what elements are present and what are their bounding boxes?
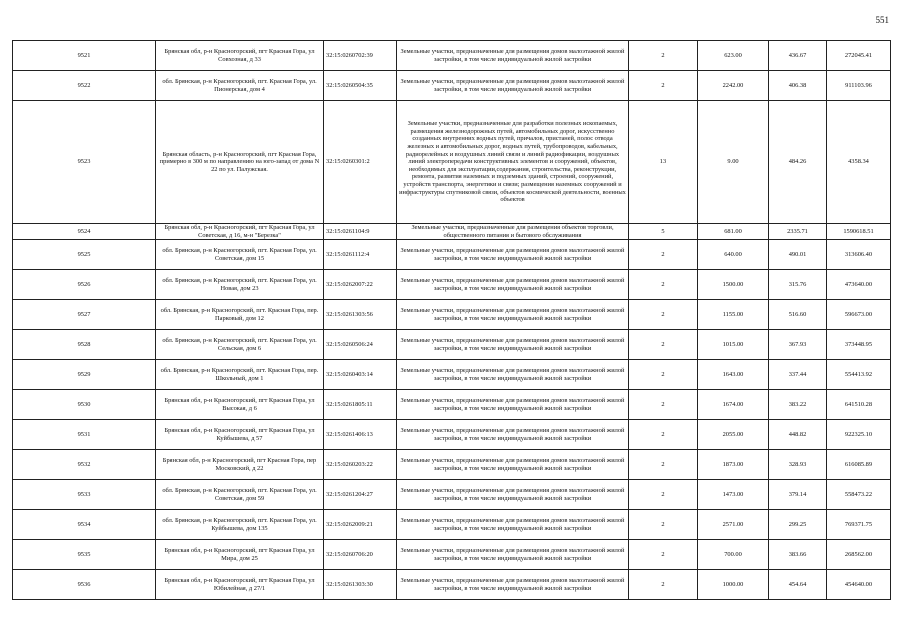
cell-unit-value: 406.38 bbox=[769, 71, 827, 101]
cell-number: 9534 bbox=[13, 510, 156, 540]
cell-number: 9535 bbox=[13, 540, 156, 570]
cell-land-use: Земельные участки, предназначенные для размещения домов малоэтажной жилой застройки, в том числе индивидуальной жилой застройки bbox=[397, 41, 629, 71]
cell-number: 9528 bbox=[13, 330, 156, 360]
cell-address: обл. Брянская, р-н Красногорский, пгт. Красная Гора, пер. Школьный, дом 1 bbox=[156, 360, 324, 390]
cell-group-code: 2 bbox=[629, 71, 698, 101]
cell-cadastral-value: 373448.95 bbox=[827, 330, 891, 360]
cell-cadastral-number: 32:15:0260506:24 bbox=[324, 330, 397, 360]
cell-land-use: Земельные участки, предназначенные для размещения домов малоэтажной жилой застройки, в том числе индивидуальной жилой застройки bbox=[397, 300, 629, 330]
table-row bbox=[13, 224, 891, 240]
cell-area: 2055.00 bbox=[698, 420, 769, 450]
table-row bbox=[13, 41, 891, 71]
cell-group-code: 2 bbox=[629, 300, 698, 330]
cell-number: 9530 bbox=[13, 390, 156, 420]
cell-land-use: Земельные участки, предназначенные для размещения домов малоэтажной жилой застройки, в том числе индивидуальной жилой застройки bbox=[397, 330, 629, 360]
cell-cadastral-value: 641510.28 bbox=[827, 390, 891, 420]
cell-land-use: Земельные участки, предназначенные для размещения домов малоэтажной жилой застройки, в том числе индивидуальной жилой застройки bbox=[397, 420, 629, 450]
cell-cadastral-number: 32:15:0260203:22 bbox=[324, 450, 397, 480]
cell-address: Брянская обл, р-н Красногорский, пгт Красная Гора, пер Московский, д 22 bbox=[156, 450, 324, 480]
cell-cadastral-value: 911103.96 bbox=[827, 71, 891, 101]
cell-cadastral-number: 32:15:0261303:56 bbox=[324, 300, 397, 330]
cell-group-code: 2 bbox=[629, 330, 698, 360]
cell-land-use: Земельные участки, предназначенные для размещения домов малоэтажной жилой застройки, в том числе индивидуальной жилой застройки bbox=[397, 450, 629, 480]
cell-cadastral-value: 473640.00 bbox=[827, 270, 891, 300]
cell-cadastral-number: 32:15:0260403:14 bbox=[324, 360, 397, 390]
cell-cadastral-number: 32:15:0260504:35 bbox=[324, 71, 397, 101]
table-row bbox=[13, 270, 891, 300]
cell-area: 1473.00 bbox=[698, 480, 769, 510]
cell-cadastral-number: 32:15:0261406:13 bbox=[324, 420, 397, 450]
cell-address: обл. Брянская, р-н Красногорский, пгт. Красная Гора, ул. Советская, дом 59 bbox=[156, 480, 324, 510]
cell-group-code: 2 bbox=[629, 420, 698, 450]
cell-cadastral-value: 616085.89 bbox=[827, 450, 891, 480]
table-row bbox=[13, 510, 891, 540]
cell-number: 9525 bbox=[13, 240, 156, 270]
cell-unit-value: 367.93 bbox=[769, 330, 827, 360]
table-row bbox=[13, 360, 891, 390]
cell-group-code: 2 bbox=[629, 360, 698, 390]
cell-address: обл. Брянская, р-н Красногорский, пгт. Красная Гора, ул. Новая, дом 23 bbox=[156, 270, 324, 300]
cell-cadastral-value: 596673.00 bbox=[827, 300, 891, 330]
table-row bbox=[13, 480, 891, 510]
cell-unit-value: 337.44 bbox=[769, 360, 827, 390]
cell-cadastral-number: 32:15:0262009:21 bbox=[324, 510, 397, 540]
cell-cadastral-number: 32:15:0260702:39 bbox=[324, 41, 397, 71]
cell-cadastral-number: 32:15:0262007:22 bbox=[324, 270, 397, 300]
page-number: 551 bbox=[875, 15, 889, 25]
cell-area: 1873.00 bbox=[698, 450, 769, 480]
cell-unit-value: 383.66 bbox=[769, 540, 827, 570]
table-row bbox=[13, 71, 891, 101]
cell-address: обл. Брянская, р-н Красногорский, пгт. Красная Гора, ул. Пионерская, дом 4 bbox=[156, 71, 324, 101]
table-row bbox=[13, 300, 891, 330]
cell-address: Брянская обл, р-н Красногорский, пгт Красная Гора, ул Советская, д 16, м-н "Березка" bbox=[156, 224, 324, 240]
cell-group-code: 2 bbox=[629, 450, 698, 480]
cell-address: Брянская обл, р-н Красногорский, пгт Красная Гора, ул Куйбышева, д 57 bbox=[156, 420, 324, 450]
cell-land-use: Земельные участки, предназначенные для размещения домов малоэтажной жилой застройки, в том числе индивидуальной жилой застройки bbox=[397, 510, 629, 540]
cell-unit-value: 454.64 bbox=[769, 570, 827, 600]
cell-cadastral-value: 769371.75 bbox=[827, 510, 891, 540]
cell-group-code: 2 bbox=[629, 390, 698, 420]
cell-group-code: 2 bbox=[629, 240, 698, 270]
table-row bbox=[13, 330, 891, 360]
cell-group-code: 5 bbox=[629, 224, 698, 240]
cell-address: обл. Брянская, р-н Красногорский, пгт. Красная Гора, ул. Сельская, дом 6 bbox=[156, 330, 324, 360]
table-row bbox=[13, 420, 891, 450]
cell-number: 9529 bbox=[13, 360, 156, 390]
register-table bbox=[12, 40, 891, 600]
cell-cadastral-value: 558473.22 bbox=[827, 480, 891, 510]
cell-area: 681.00 bbox=[698, 224, 769, 240]
cell-number: 9523 bbox=[13, 101, 156, 224]
cell-land-use: Земельные участки, предназначенные для размещения домов малоэтажной жилой застройки, в том числе индивидуальной жилой застройки bbox=[397, 360, 629, 390]
cell-group-code: 2 bbox=[629, 270, 698, 300]
cell-unit-value: 383.22 bbox=[769, 390, 827, 420]
cell-land-use: Земельные участки, предназначенные для разработки полезных ископаемых, размещения железнодорожных путей, автомобильных дорог, искусственно созданных внутренних водных путей, причалов, пристаней, полос отвода железных и автомобильных дорог, водных путей, трубопроводов, кабельных, радиорелейных и воздушных линий связи и линий радиофикации, воздушных линий электропередачи конструктивных элементов и сооружений, объектов, необходимых для эксплуатации,содержания, строительства, реконструкции, ремонта, развития наземных и подземных зданий, строений, сооружений, устройств транспорта, энергетики и связи; размещения наземных сооружений и инфраструктуры спутниковой связи, объектов космической деятельности, военных объектов bbox=[397, 101, 629, 224]
cell-cadastral-value: 922325.10 bbox=[827, 420, 891, 450]
cell-area: 1155.00 bbox=[698, 300, 769, 330]
cell-cadastral-value: 268562.00 bbox=[827, 540, 891, 570]
cell-unit-value: 436.67 bbox=[769, 41, 827, 71]
cell-unit-value: 490.01 bbox=[769, 240, 827, 270]
cell-address: Брянская обл, р-н Красногорский, пгт Красная Гора, ул Совхозная, д 33 bbox=[156, 41, 324, 71]
cell-cadastral-number: 32:15:0261303:30 bbox=[324, 570, 397, 600]
cell-group-code: 2 bbox=[629, 540, 698, 570]
cell-number: 9521 bbox=[13, 41, 156, 71]
cell-land-use: Земельные участки, предназначенные для размещения домов малоэтажной жилой застройки, в том числе индивидуальной жилой застройки bbox=[397, 570, 629, 600]
cell-group-code: 2 bbox=[629, 480, 698, 510]
cell-cadastral-value: 4358.34 bbox=[827, 101, 891, 224]
cell-unit-value: 299.25 bbox=[769, 510, 827, 540]
cell-number: 9527 bbox=[13, 300, 156, 330]
cell-area: 623.00 bbox=[698, 41, 769, 71]
cell-land-use: Земельные участки, предназначенные для размещения объектов торговли, общественного питания и бытового обслуживания bbox=[397, 224, 629, 240]
cell-number: 9532 bbox=[13, 450, 156, 480]
cell-cadastral-value: 1590618.51 bbox=[827, 224, 891, 240]
cell-group-code: 2 bbox=[629, 570, 698, 600]
cell-area: 9.00 bbox=[698, 101, 769, 224]
cell-area: 1015.00 bbox=[698, 330, 769, 360]
cell-land-use: Земельные участки, предназначенные для размещения домов малоэтажной жилой застройки, в том числе индивидуальной жилой застройки bbox=[397, 480, 629, 510]
cell-number: 9531 bbox=[13, 420, 156, 450]
cell-unit-value: 2335.71 bbox=[769, 224, 827, 240]
cell-address: обл. Брянская, р-н Красногорский, пгт. Красная Гора, пер. Парковый, дом 12 bbox=[156, 300, 324, 330]
cell-cadastral-value: 554413.92 bbox=[827, 360, 891, 390]
cell-area: 2571.00 bbox=[698, 510, 769, 540]
cell-area: 640.00 bbox=[698, 240, 769, 270]
cell-area: 1674.00 bbox=[698, 390, 769, 420]
cell-group-code: 13 bbox=[629, 101, 698, 224]
cell-number: 9536 bbox=[13, 570, 156, 600]
cell-address: Брянская обл, р-н Красногорский, пгт Красная Гора, ул Юбилейная, д 27/1 bbox=[156, 570, 324, 600]
table-row bbox=[13, 390, 891, 420]
cell-land-use: Земельные участки, предназначенные для размещения домов малоэтажной жилой застройки, в том числе индивидуальной жилой застройки bbox=[397, 540, 629, 570]
cell-group-code: 2 bbox=[629, 510, 698, 540]
cell-land-use: Земельные участки, предназначенные для размещения домов малоэтажной жилой застройки, в том числе индивидуальной жилой застройки bbox=[397, 270, 629, 300]
cell-land-use: Земельные участки, предназначенные для размещения домов малоэтажной жилой застройки, в том числе индивидуальной жилой застройки bbox=[397, 390, 629, 420]
cell-area: 1500.00 bbox=[698, 270, 769, 300]
cell-address: обл. Брянская, р-н Красногорский, пгт. Красная Гора, ул. Советская, дом 15 bbox=[156, 240, 324, 270]
cell-unit-value: 448.82 bbox=[769, 420, 827, 450]
cell-group-code: 2 bbox=[629, 41, 698, 71]
table-row bbox=[13, 240, 891, 270]
cell-cadastral-value: 454640.00 bbox=[827, 570, 891, 600]
table-row bbox=[13, 101, 891, 224]
cell-land-use: Земельные участки, предназначенные для размещения домов малоэтажной жилой застройки, в том числе индивидуальной жилой застройки bbox=[397, 240, 629, 270]
cell-area: 2242.00 bbox=[698, 71, 769, 101]
cell-address: Брянская обл, р-н Красногорский, пгт Красная Гора, ул Мира, дом 25 bbox=[156, 540, 324, 570]
cell-cadastral-number: 32:15:0261805:11 bbox=[324, 390, 397, 420]
table-row bbox=[13, 450, 891, 480]
cell-area: 1000.00 bbox=[698, 570, 769, 600]
cell-cadastral-number: 32:15:0261104:9 bbox=[324, 224, 397, 240]
cell-number: 9533 bbox=[13, 480, 156, 510]
cell-cadastral-number: 32:15:0261112:4 bbox=[324, 240, 397, 270]
cell-cadastral-value: 313606.40 bbox=[827, 240, 891, 270]
cell-number: 9522 bbox=[13, 71, 156, 101]
cell-cadastral-number: 32:15:0261204:27 bbox=[324, 480, 397, 510]
cell-unit-value: 379.14 bbox=[769, 480, 827, 510]
table-row bbox=[13, 540, 891, 570]
cell-unit-value: 484.26 bbox=[769, 101, 827, 224]
cell-address: Брянская область, р-н Красногорский, пгт Красная Гора, примерно в 300 м по направлению на юго-запад от дома N 22 по ул. Палужская. bbox=[156, 101, 324, 224]
cell-area: 1643.00 bbox=[698, 360, 769, 390]
cell-address: Брянская обл, р-н Красногорский, пгт Красная Гора, ул Высокая, д 6 bbox=[156, 390, 324, 420]
cell-cadastral-number: 32:15:0260301:2 bbox=[324, 101, 397, 224]
cell-number: 9524 bbox=[13, 224, 156, 240]
cell-number: 9526 bbox=[13, 270, 156, 300]
cell-unit-value: 328.93 bbox=[769, 450, 827, 480]
cell-cadastral-value: 272045.41 bbox=[827, 41, 891, 71]
table-row bbox=[13, 570, 891, 600]
cell-unit-value: 516.60 bbox=[769, 300, 827, 330]
cell-unit-value: 315.76 bbox=[769, 270, 827, 300]
cell-address: обл. Брянская, р-н Красногорский, пгт. Красная Гора, ул. Куйбышева, дом 135 bbox=[156, 510, 324, 540]
cell-cadastral-number: 32:15:0260706:20 bbox=[324, 540, 397, 570]
cell-land-use: Земельные участки, предназначенные для размещения домов малоэтажной жилой застройки, в том числе индивидуальной жилой застройки bbox=[397, 71, 629, 101]
cell-area: 700.00 bbox=[698, 540, 769, 570]
